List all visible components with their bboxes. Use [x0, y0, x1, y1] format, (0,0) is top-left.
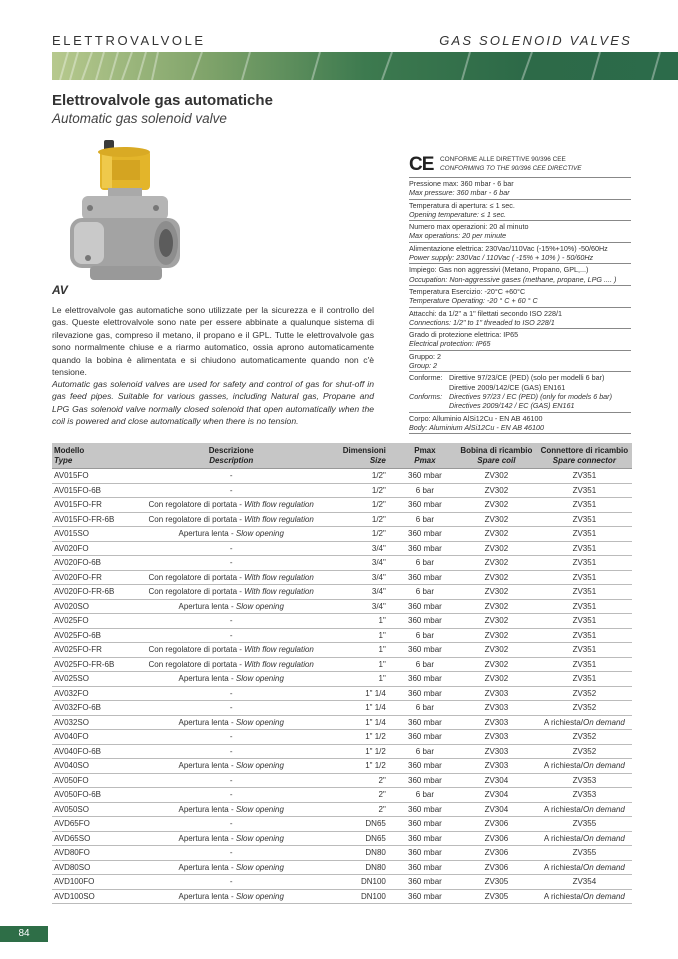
cell-model: AV015FO-6B [52, 483, 142, 498]
cell-model: AV015FO [52, 469, 142, 484]
cell-size: DN100 [320, 889, 393, 904]
cell-pmax: 360 mbar [394, 889, 456, 904]
spec-text: Group: 2 [409, 361, 437, 371]
cell-size: 2" [320, 773, 393, 788]
cell-pmax: 6 bar [394, 585, 456, 600]
spec-protection [409, 328, 631, 350]
cell-description: - [142, 628, 320, 643]
product-title-en: Automatic gas solenoid valve [52, 111, 227, 126]
cell-size: DN65 [320, 817, 393, 832]
spec-conformity-it [409, 373, 631, 382]
cell-pmax: 360 mbar [394, 614, 456, 629]
spec-text: Max operations: 20 per minute [409, 231, 507, 241]
cell-pmax: 360 mbar [394, 498, 456, 513]
cell-description: - [142, 483, 320, 498]
spec-text: Corpo: Alluminio AlSi12Cu - EN AB 46100 [409, 413, 543, 423]
cell-size: 1" 1/4 [320, 701, 393, 716]
cell-pmax: 6 bar [394, 657, 456, 672]
cell-spare-connector: ZV351 [537, 657, 632, 672]
product-title-it: Elettrovalvole gas automatiche [52, 92, 273, 109]
col-header-spare-coil: Bobina di ricambio Spare coil [456, 443, 537, 469]
model-code: AV [52, 283, 68, 297]
table-row [52, 556, 632, 571]
table-row [52, 686, 632, 701]
cell-model: AVD65FO [52, 817, 142, 832]
cell-description: - [142, 846, 320, 861]
cell-description: - [142, 614, 320, 629]
table-row [52, 483, 632, 498]
spec-label: Conforms: [409, 391, 443, 401]
cell-description: - [142, 701, 320, 716]
header-banner [52, 52, 678, 80]
cell-pmax: 360 mbar [394, 846, 456, 861]
cell-spare-coil: ZV303 [456, 686, 537, 701]
spec-conformity-it-2 [409, 383, 631, 392]
cell-pmax: 6 bar [394, 556, 456, 571]
spec-text: Directives 97/23 / EC (PED) (only for models 6 bar) [449, 391, 612, 401]
cell-spare-connector: ZV355 [537, 817, 632, 832]
cell-spare-coil: ZV303 [456, 715, 537, 730]
cell-spare-connector: A richiesta/On demand [537, 831, 632, 846]
col-header-model: Modello Type [52, 443, 142, 469]
cell-spare-connector: A richiesta/On demand [537, 759, 632, 774]
cell-spare-coil: ZV305 [456, 875, 537, 890]
cell-description: - [142, 817, 320, 832]
cell-spare-connector: ZV351 [537, 556, 632, 571]
spec-text: Opening temperature: ≤ 1 sec. [409, 209, 507, 219]
cell-spare-coil: ZV302 [456, 672, 537, 687]
cell-size: 2" [320, 788, 393, 803]
cell-spare-coil: ZV302 [456, 527, 537, 542]
cell-model: AV025SO [52, 672, 142, 687]
table-row [52, 570, 632, 585]
spec-text: Temperatura di apertura: ≤ 1 sec. [409, 200, 515, 210]
table-row [52, 831, 632, 846]
spec-text: Max pressure: 360 mbar - 6 bar [409, 188, 510, 198]
cell-description: - [142, 686, 320, 701]
cell-description: Apertura lenta - Slow opening [142, 715, 320, 730]
cell-model: AV020FO-FR-6B [52, 585, 142, 600]
cell-spare-coil: ZV302 [456, 556, 537, 571]
table-row [52, 875, 632, 890]
cell-spare-connector: ZV351 [537, 498, 632, 513]
cell-model: AV050FO [52, 773, 142, 788]
cell-pmax: 360 mbar [394, 570, 456, 585]
cell-spare-connector: ZV352 [537, 744, 632, 759]
cell-spare-connector: ZV351 [537, 628, 632, 643]
cell-model: AV020FO-FR [52, 570, 142, 585]
spec-list [409, 177, 631, 434]
table-row [52, 614, 632, 629]
cell-pmax: 360 mbar [394, 672, 456, 687]
cell-spare-connector: ZV353 [537, 788, 632, 803]
product-table [52, 443, 632, 904]
cell-spare-connector: ZV351 [537, 672, 632, 687]
page-number: 84 [0, 926, 48, 942]
cell-spare-connector: ZV351 [537, 614, 632, 629]
cell-spare-coil: ZV302 [456, 469, 537, 484]
cell-pmax: 6 bar [394, 483, 456, 498]
spec-text: Direttive 2009/142/CE (GAS) EN161 [449, 382, 566, 392]
cell-spare-connector: ZV354 [537, 875, 632, 890]
table-row [52, 730, 632, 745]
cell-spare-coil: ZV302 [456, 657, 537, 672]
cell-size: 1" [320, 628, 393, 643]
cell-spare-coil: ZV302 [456, 483, 537, 498]
cell-model: AV032SO [52, 715, 142, 730]
table-row [52, 527, 632, 542]
cell-size: DN65 [320, 831, 393, 846]
cell-spare-coil: ZV302 [456, 585, 537, 600]
table-header [52, 443, 632, 469]
spec-text: Gruppo: 2 [409, 351, 441, 361]
cell-spare-coil: ZV303 [456, 730, 537, 745]
cell-description: - [142, 469, 320, 484]
spec-text: Impiego: Gas non aggressivi (Metano, Propano, GPL,...) [409, 265, 589, 275]
cell-description: Con regolatore di portata - With flow regulation [142, 512, 320, 527]
cell-description: Apertura lenta - Slow opening [142, 599, 320, 614]
spec-text: Direttive 97/23/CE (PED) (solo per modelli 6 bar) [449, 373, 605, 383]
spec-opening [409, 199, 631, 221]
cell-model: AV020FO-6B [52, 556, 142, 571]
cell-spare-coil: ZV303 [456, 744, 537, 759]
cell-size: 1/2" [320, 498, 393, 513]
cell-model: AV032FO-6B [52, 701, 142, 716]
table-row [52, 759, 632, 774]
section-title-en: GAS SOLENOID VALVES [439, 33, 632, 48]
table-row [52, 788, 632, 803]
ce-mark: CE [409, 154, 434, 175]
cell-pmax: 6 bar [394, 744, 456, 759]
col-header-size: Dimensioni Size [320, 443, 393, 469]
table-row [52, 657, 632, 672]
cell-size: 1/2" [320, 512, 393, 527]
table-row [52, 846, 632, 861]
cell-size: 1" 1/2 [320, 759, 393, 774]
cell-pmax: 6 bar [394, 628, 456, 643]
spec-group [409, 350, 631, 372]
cell-size: 3/4" [320, 599, 393, 614]
cell-spare-connector: A richiesta/On demand [537, 860, 632, 875]
cell-description: Con regolatore di portata - With flow regulation [142, 585, 320, 600]
cell-pmax: 360 mbar [394, 527, 456, 542]
cell-spare-coil: ZV302 [456, 498, 537, 513]
section-title-it: ELETTROVALVOLE [52, 33, 206, 48]
spec-text: Alimentazione elettrica: 230Vac/110Vac (-15%+10%) -50/60Hz [409, 243, 608, 253]
cell-model: AVD65SO [52, 831, 142, 846]
cell-spare-coil: ZV306 [456, 817, 537, 832]
spec-conformity-en-2 [409, 401, 631, 410]
cell-description: - [142, 875, 320, 890]
spec-text: Electrical protection: IP65 [409, 339, 491, 349]
cell-spare-connector: ZV355 [537, 846, 632, 861]
ce-statement-it: CONFORME ALLE DIRETTIVE 90/396 CEE [440, 156, 566, 163]
cell-spare-coil: ZV302 [456, 512, 537, 527]
spec-pressure [409, 177, 631, 199]
cell-model: AV020FO [52, 541, 142, 556]
cell-size: 1" [320, 643, 393, 658]
cell-description: Apertura lenta - Slow opening [142, 672, 320, 687]
table-row [52, 599, 632, 614]
cell-description: - [142, 730, 320, 745]
cell-spare-coil: ZV306 [456, 860, 537, 875]
cell-pmax: 360 mbar [394, 875, 456, 890]
cell-spare-connector: ZV351 [537, 541, 632, 556]
cell-description: - [142, 541, 320, 556]
spec-text: Pressione max: 360 mbar - 6 bar [409, 179, 514, 188]
cell-spare-connector: A richiesta/On demand [537, 889, 632, 904]
cell-spare-coil: ZV302 [456, 628, 537, 643]
banner-stripes [52, 52, 678, 80]
cell-pmax: 360 mbar [394, 831, 456, 846]
cell-size: 1" 1/4 [320, 686, 393, 701]
ce-statement-en: CONFORMING TO THE 90/396 CEE DIRECTIVE [440, 165, 582, 172]
spec-connections [409, 307, 631, 329]
cell-pmax: 6 bar [394, 512, 456, 527]
cell-spare-coil: ZV302 [456, 570, 537, 585]
cell-spare-coil: ZV302 [456, 643, 537, 658]
cell-pmax: 360 mbar [394, 469, 456, 484]
cell-size: 3/4" [320, 556, 393, 571]
cell-size: 3/4" [320, 585, 393, 600]
cell-size: 1" [320, 672, 393, 687]
cell-spare-connector: ZV351 [537, 512, 632, 527]
cell-description: Con regolatore di portata - With flow regulation [142, 657, 320, 672]
cell-size: 3/4" [320, 541, 393, 556]
cell-pmax: 360 mbar [394, 773, 456, 788]
table-row [52, 469, 632, 484]
cell-model: AV050SO [52, 802, 142, 817]
cell-pmax: 360 mbar [394, 759, 456, 774]
cell-model: AV015FO-FR-6B [52, 512, 142, 527]
table-row [52, 643, 632, 658]
cell-spare-coil: ZV306 [456, 846, 537, 861]
cell-pmax: 360 mbar [394, 860, 456, 875]
cell-spare-connector: ZV351 [537, 599, 632, 614]
description-it: Le elettrovalvole gas automatiche sono utilizzate per la sicurezza e il controllo del gas. Queste elettrovalvole sono nate per essere abbinate a qualunque sistema di rilevazione gas, compreso il metano, il propano e il GPL. Tutte le elettrovalvole gas sono normalmente chiuse e a riarmo automatico, ossia aprono automaticamente quando la bobina è alimentata e si chiudono automaticamente quando non c'è tensione. [52, 305, 374, 378]
table-row [52, 498, 632, 513]
cell-spare-connector: ZV351 [537, 643, 632, 658]
spec-body [409, 412, 631, 434]
cell-pmax: 360 mbar [394, 802, 456, 817]
spec-temperature [409, 285, 631, 307]
cell-size: 1/2" [320, 469, 393, 484]
cell-description: Apertura lenta - Slow opening [142, 527, 320, 542]
cell-spare-coil: ZV302 [456, 541, 537, 556]
cell-spare-coil: ZV304 [456, 773, 537, 788]
cell-spare-connector: A richiesta/On demand [537, 715, 632, 730]
table-row [52, 541, 632, 556]
cell-description: Apertura lenta - Slow opening [142, 889, 320, 904]
cell-spare-connector: ZV352 [537, 701, 632, 716]
table-row [52, 744, 632, 759]
cell-size: 1" [320, 657, 393, 672]
cell-pmax: 360 mbar [394, 599, 456, 614]
spec-text: Attacchi: da 1/2" a 1" filettati secondo ISO 228/1 [409, 308, 562, 318]
cell-size: 1" 1/2 [320, 744, 393, 759]
cell-model: AV040FO-6B [52, 744, 142, 759]
cell-description: Apertura lenta - Slow opening [142, 759, 320, 774]
cell-model: AV025FO [52, 614, 142, 629]
cell-spare-connector: A richiesta/On demand [537, 802, 632, 817]
cell-spare-coil: ZV305 [456, 889, 537, 904]
cell-spare-connector: ZV351 [537, 483, 632, 498]
cell-model: AVD80SO [52, 860, 142, 875]
spec-power [409, 242, 631, 264]
spec-text: Connections: 1/2" to 1" threaded to ISO 228/1 [409, 317, 555, 327]
table-row [52, 773, 632, 788]
cell-size: DN80 [320, 846, 393, 861]
table-row [52, 628, 632, 643]
spec-text: Body: Aluminium AlSi12Cu - EN AB 46100 [409, 422, 545, 432]
cell-description: Apertura lenta - Slow opening [142, 802, 320, 817]
col-header-spare-connector: Connettore di ricambio Spare connector [537, 443, 632, 469]
cell-spare-coil: ZV304 [456, 788, 537, 803]
spec-text: Grado di protezione elettrica: IP65 [409, 330, 519, 340]
table-row [52, 817, 632, 832]
cell-spare-connector: ZV351 [537, 527, 632, 542]
cell-size: 1" 1/4 [320, 715, 393, 730]
cell-spare-coil: ZV303 [456, 759, 537, 774]
cell-spare-connector: ZV351 [537, 570, 632, 585]
col-header-pmax: Pmax Pmax [394, 443, 456, 469]
spec-use [409, 263, 631, 285]
cell-spare-coil: ZV302 [456, 614, 537, 629]
cell-description: Con regolatore di portata - With flow regulation [142, 570, 320, 585]
cell-model: AV050FO-6B [52, 788, 142, 803]
table-row [52, 715, 632, 730]
spec-text: Numero max operazioni: 20 al minuto [409, 222, 529, 232]
cell-spare-connector: ZV351 [537, 469, 632, 484]
cell-spare-coil: ZV306 [456, 831, 537, 846]
spec-text: Temperatura Esercizio: -20°C +60°C [409, 286, 526, 296]
table-row [52, 860, 632, 875]
cell-pmax: 360 mbar [394, 541, 456, 556]
cell-pmax: 360 mbar [394, 643, 456, 658]
cell-model: AV015SO [52, 527, 142, 542]
cell-description: Apertura lenta - Slow opening [142, 860, 320, 875]
cell-size: 2" [320, 802, 393, 817]
cell-model: AV020SO [52, 599, 142, 614]
cell-description: - [142, 556, 320, 571]
cell-description: Apertura lenta - Slow opening [142, 831, 320, 846]
cell-description: - [142, 744, 320, 759]
cell-description: Con regolatore di portata - With flow regulation [142, 643, 320, 658]
cell-spare-connector: ZV351 [537, 585, 632, 600]
cell-model: AV025FO-FR [52, 643, 142, 658]
cell-pmax: 360 mbar [394, 715, 456, 730]
cell-pmax: 360 mbar [394, 686, 456, 701]
cell-size: DN80 [320, 860, 393, 875]
cell-spare-connector: ZV352 [537, 686, 632, 701]
spec-text: Temperature Operating: -20 ° C + 60 ° C [409, 296, 538, 306]
table-row [52, 701, 632, 716]
cell-spare-connector: ZV353 [537, 773, 632, 788]
cell-model: AV032FO [52, 686, 142, 701]
col-header-description: Descrizione Description [142, 443, 320, 469]
spec-conformity-en [409, 392, 631, 401]
cell-spare-coil: ZV302 [456, 599, 537, 614]
cell-model: AV015FO-FR [52, 498, 142, 513]
spec-text: Directives 2009/142 / EC (GAS) EN161 [449, 401, 575, 411]
spec-text: Power supply: 230Vac / 110Vac ( -15% + 10% ) - 50/60Hz [409, 253, 594, 263]
cell-size: 1" 1/2 [320, 730, 393, 745]
spec-conformity [409, 371, 631, 411]
cell-spare-coil: ZV303 [456, 701, 537, 716]
cell-spare-coil: ZV304 [456, 802, 537, 817]
cell-model: AV040SO [52, 759, 142, 774]
cell-description: Con regolatore di portata - With flow regulation [142, 498, 320, 513]
cell-model: AVD80FO [52, 846, 142, 861]
solenoid-valve-image [60, 138, 180, 286]
cell-spare-connector: ZV352 [537, 730, 632, 745]
cell-pmax: 6 bar [394, 788, 456, 803]
cell-model: AV025FO-6B [52, 628, 142, 643]
cell-pmax: 360 mbar [394, 730, 456, 745]
cell-size: 3/4" [320, 570, 393, 585]
spec-operations [409, 220, 631, 242]
cell-description: - [142, 773, 320, 788]
cell-size: DN100 [320, 875, 393, 890]
cell-pmax: 360 mbar [394, 817, 456, 832]
cell-size: 1/2" [320, 483, 393, 498]
table-row [52, 512, 632, 527]
spec-text: Occupation: Non-aggressive gases (methane, propane, LPG .... ) [409, 274, 617, 284]
cell-model: AV025FO-FR-6B [52, 657, 142, 672]
cell-model: AVD100FO [52, 875, 142, 890]
description-en: Automatic gas solenoid valves are used for safety and control of gas for shut-off in gas feed pipes. Suitable for various gasses, including Natural gas, Propane and LPG Gas solenoid valve normally closed solenoid that open automatically when the coil is powered and close automatically when there is no tension. [52, 379, 374, 427]
cell-pmax: 6 bar [394, 701, 456, 716]
table-row [52, 802, 632, 817]
cell-size: 1" [320, 614, 393, 629]
table-row [52, 672, 632, 687]
spec-label: Conforme: [409, 373, 443, 383]
cell-description: - [142, 788, 320, 803]
table-row [52, 889, 632, 904]
cell-size: 1/2" [320, 527, 393, 542]
cell-model: AV040FO [52, 730, 142, 745]
table-row [52, 585, 632, 600]
cell-model: AVD100SO [52, 889, 142, 904]
